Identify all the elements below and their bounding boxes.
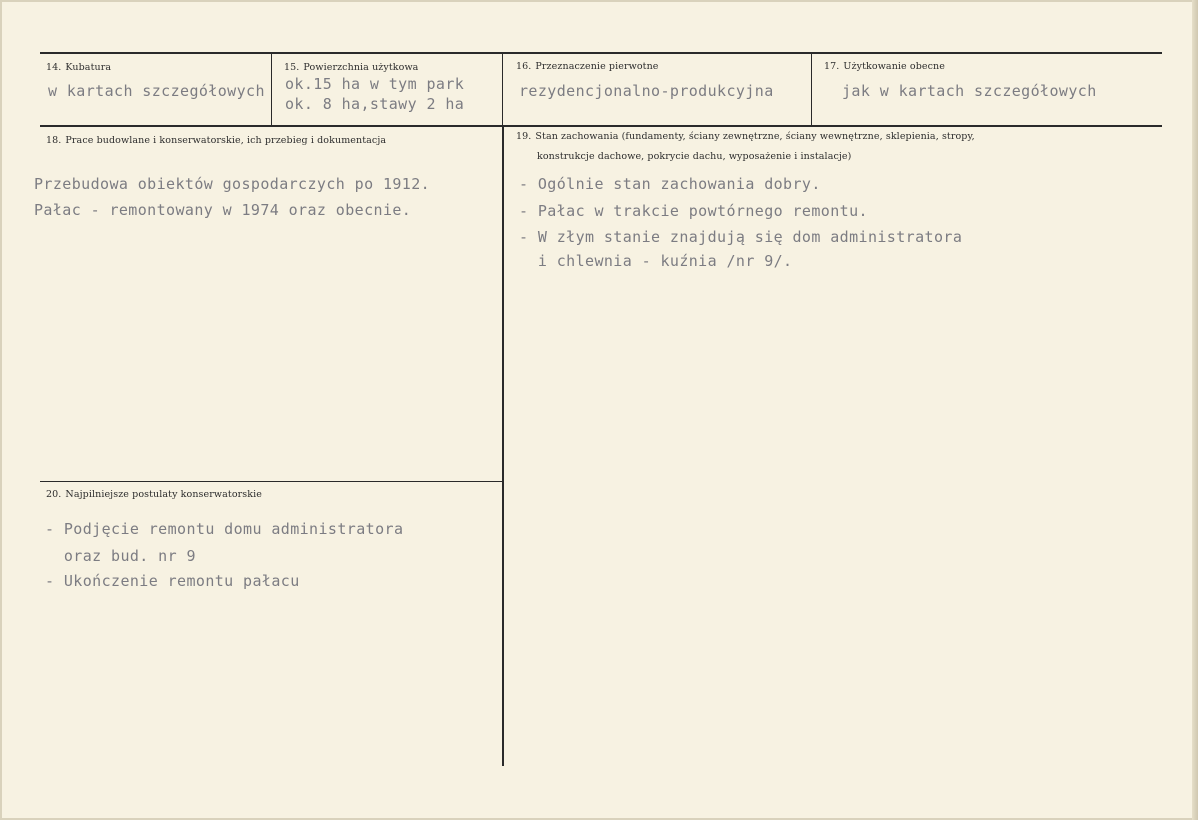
field-19-value-line-4: i chlewnia - kuźnia /nr 9/. xyxy=(519,252,793,270)
divider-15-16 xyxy=(502,53,503,126)
field-19-value-line-3: - W złym stanie znajdują się dom administratora xyxy=(519,228,963,246)
card-edge xyxy=(1192,0,1198,820)
field-14-value: w kartach szczegółowych xyxy=(48,82,265,100)
field-19-value-line-1: - Ogólnie stan zachowania dobry. xyxy=(519,175,821,193)
field-20-number: 20. xyxy=(46,489,62,500)
divider-16-17 xyxy=(811,53,812,126)
field-18-value-line-1: Przebudowa obiektów gospodarczych po 1912. xyxy=(34,175,431,193)
field-15-number: 15. xyxy=(284,62,300,73)
field-17-label xyxy=(824,61,945,72)
header-bottom-rule xyxy=(40,125,1162,127)
field-20-title: Najpilniejsze postulaty konserwatorskie xyxy=(65,489,262,500)
field-18-label xyxy=(46,135,386,146)
field-16-value: rezydencjonalno-produkcyjna xyxy=(519,82,774,100)
main-vertical-divider xyxy=(502,126,504,766)
section-20-rule xyxy=(40,481,503,482)
field-15-title: Powierzchnia użytkowa xyxy=(303,62,419,73)
field-16-number: 16. xyxy=(516,61,532,72)
field-18-title: Prace budowlane i konserwatorskie, ich przebieg i dokumentacja xyxy=(65,135,387,146)
field-20-value-line-3: - Ukończenie remontu pałacu xyxy=(45,572,300,590)
field-19-number: 19. xyxy=(516,131,532,142)
field-19-value-line-2: - Pałac w trakcie powtórnego remontu. xyxy=(519,202,868,220)
field-20-value-line-2: oraz bud. nr 9 xyxy=(45,547,196,565)
field-19-label-line-2: konstrukcje dachowe, pokrycie dachu, wyposażenie i instalacje) xyxy=(537,151,852,162)
field-16-label xyxy=(516,61,659,72)
field-15-value-line-1: ok.15 ha w tym park xyxy=(285,75,465,93)
field-17-number: 17. xyxy=(824,61,840,72)
field-14-title: Kubatura xyxy=(65,62,112,73)
field-15-label xyxy=(284,62,418,73)
field-14-label xyxy=(46,62,111,73)
field-17-title: Użytkowanie obecne xyxy=(843,61,945,72)
field-16-title: Przeznaczenie pierwotne xyxy=(535,61,659,72)
divider-14-15 xyxy=(271,53,272,126)
field-18-number: 18. xyxy=(46,135,62,146)
field-14-number: 14. xyxy=(46,62,62,73)
field-20-label xyxy=(46,489,262,500)
field-18-value-line-2: Pałac - remontowany w 1974 oraz obecnie. xyxy=(34,201,412,219)
field-15-value-line-2: ok. 8 ha,stawy 2 ha xyxy=(285,95,465,113)
field-19-label-line-1 xyxy=(516,131,975,142)
field-17-value: jak w kartach szczegółowych xyxy=(842,82,1097,100)
top-rule xyxy=(40,52,1162,54)
field-20-value-line-1: - Podjęcie remontu domu administratora xyxy=(45,520,404,538)
field-19-title-1: Stan zachowania (fundamenty, ściany zewnętrzne, ściany wewnętrzne, sklepienia, stropy, xyxy=(535,131,975,142)
